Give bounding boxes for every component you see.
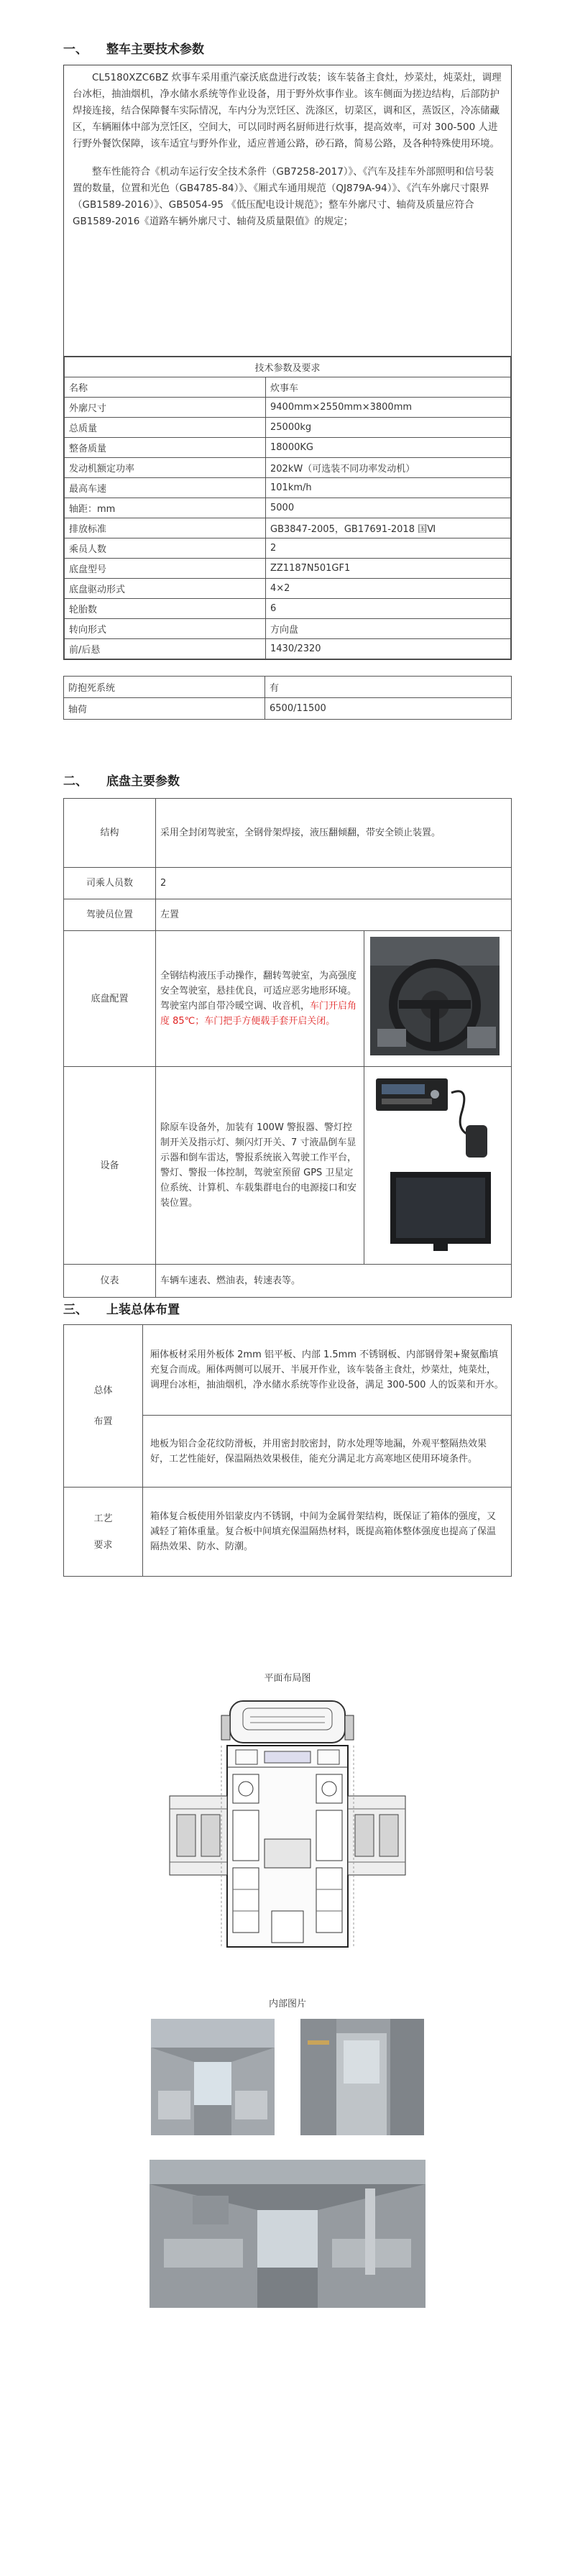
spec-value: 25000kg (266, 418, 511, 438)
chassis-row-structure (64, 799, 512, 868)
spec-value: 101km/h (266, 478, 511, 498)
craft-label-2: 要求 (93, 1539, 113, 1551)
spec-row (65, 639, 511, 659)
craft-text: 箱体复合板使用外铝蒙皮内不锈钢，中间为金属骨架结构，既保证了箱体的强度，又减轻了箱体重量。复合板中间填充保温隔热材料，既提高箱体整体强度也提高了保温隔热效果、防水、防潮。 (143, 1488, 512, 1577)
chassis-key: 仪表 (64, 1265, 156, 1298)
spec-key: 前/后悬 (65, 639, 266, 659)
spec-value: 方向盘 (266, 619, 511, 639)
intro-box (63, 65, 512, 356)
overall-text-2: 地板为铝合金花纹防滑板，并用密封胶密封，防水处理等地漏，外观平整隔热效果好，工艺性能好，保温隔热效果极佳，能充分满足北方高寒地区使用环境条件。 (143, 1416, 512, 1488)
chassis-config-text: 全钢结构液压手动操作，翻转驾驶室，为高强度安全驾驶室，悬挂优良，可适应恶劣地形环境。驾驶室内部自带冷暖空调、收音机， (160, 971, 357, 1012)
equipment-photos (369, 1071, 505, 1255)
spec-key: 轮胎数 (65, 599, 266, 619)
chassis-row-equipment (64, 1067, 512, 1265)
spec-row (65, 438, 511, 458)
intro-paragraph-1: CL5180XZC6BZ 炊事车采用重汽豪沃底盘进行改装；该车装备主食灶，炒菜灶，炖菜灶，调理台冰柜，抽油烟机，净水储水系统等作业设备，用于野外炊事作业。该车侧面为搓边结构，后部防护焊接连接，结合保障餐车实际情况，车内分为烹饪区、洗涤区，切菜区，调和区，蒸饭区，冷冻储藏区，车辆厢体中部为烹饪区，空间大，可以同时两名厨师进行炊事，提高效率，可对 300-500 人进行野外餐饮保障，该车适宜与野外作业，适应普通公路，砂石路，简易公路，及各种特殊使用环境。 (73, 72, 502, 150)
spec-value: 18000KG (266, 438, 511, 458)
chassis-key: 结构 (64, 799, 156, 868)
overall-label-2: 布置 (93, 1416, 113, 1427)
chassis-key: 司乘人员数 (64, 868, 156, 899)
spec-row (65, 398, 511, 418)
spec-row (65, 458, 511, 478)
spec-row (65, 478, 511, 498)
interior-photo-3 (150, 2160, 426, 2308)
extra-spec-table (63, 676, 512, 720)
spec-value: 202kW（可选装不同功率发动机） (266, 458, 511, 478)
overall-label-1: 总体 (93, 1385, 113, 1396)
body-row-craft (64, 1488, 512, 1577)
chassis-table (63, 798, 512, 1298)
spec-key: 总质量 (65, 418, 266, 438)
section3-number: 三、 (63, 1303, 88, 1317)
spec-value: 6 (266, 599, 511, 619)
spec-value: 5000 (266, 498, 511, 518)
spec-key: 整备质量 (65, 438, 266, 458)
spec-key: 外廓尺寸 (65, 398, 266, 418)
spec-value: GB3847-2005，GB17691-2018 国Ⅵ (266, 518, 511, 538)
chassis-key: 设备 (64, 1067, 156, 1265)
chassis-value: 2 (156, 868, 512, 899)
chassis-value: 除原车设备外，加装有 100W 警报器、警灯控制开关及指示灯、频闪灯开关、7 寸液晶倒车显示器和倒车雷达，警报系统嵌入驾驶工作平台，警灯、警报一体控制，驾驶室预留 GPS 卫星定位系统、计算机、车载集群电台的电源接口和安装位置。 (156, 1067, 364, 1265)
spec-row (65, 538, 511, 559)
chassis-row-instruments (64, 1265, 512, 1298)
spec-key: 防抱死系统 (64, 677, 265, 698)
spec-value: 2 (266, 538, 511, 559)
spec-row (65, 599, 511, 619)
spec-key: 发动机额定功率 (65, 458, 266, 478)
intro-paragraph-2: 整车性能符合《机动车运行安全技术条件（GB7258-2017）》、《汽车及挂车外部照明和信号装置的数量，位置和光色（GB4785-84）》、《厢式车通用规范（QJ879A-94）》、《汽车外廓尺寸限界（GB1589-2016）》、GB5054-95 《低压配电设计规范》；整车外廓尺寸、轴荷及质量应符合 GB1589-2016《道路车辆外廓尺寸、轴荷及质量限值》的规定； (73, 166, 494, 227)
spec-key: 乘员人数 (65, 538, 266, 559)
photos-caption: 内部图片 (268, 1999, 306, 2009)
chassis-value (156, 931, 364, 1067)
section2-title-text: 底盘主要参数 (106, 774, 180, 789)
chassis-row-config (64, 931, 512, 1067)
overall-label-cell (64, 1325, 143, 1488)
chassis-value: 采用全封闭驾驶室，全钢骨架焊接，液压翻倾翻，带安全锁止装置。 (156, 799, 512, 868)
body-row-overall-1 (64, 1325, 512, 1416)
spec-table-wrap (63, 356, 512, 660)
spec-value: 有 (265, 677, 512, 698)
section3-title-text: 上装总体布置 (106, 1303, 180, 1317)
section3-title (63, 1299, 180, 1317)
interior-photo-1 (151, 2019, 275, 2135)
spec-key: 转向形式 (65, 619, 266, 639)
spec-value: ZZ1187N501GF1 (266, 559, 511, 579)
chassis-value: 车辆车速表、燃油表，转速表等。 (156, 1265, 512, 1298)
body-table-wrap (63, 1324, 512, 1577)
craft-label-cell (64, 1488, 143, 1577)
body-table (63, 1324, 512, 1577)
spec-row (65, 619, 511, 639)
spec-value: 1430/2320 (266, 639, 511, 659)
spec-row (65, 498, 511, 518)
chassis-key: 驾驶员位置 (64, 899, 156, 931)
extra-spec-table-wrap (63, 676, 512, 720)
section1-title (63, 39, 204, 57)
spec-key: 最高车速 (65, 478, 266, 498)
steering-photo-cell (364, 931, 512, 1067)
section1-title-text: 整车主要技术参数 (106, 42, 204, 57)
spec-key: 底盘驱动形式 (65, 579, 266, 599)
spec-row (64, 677, 512, 698)
spec-value: 6500/11500 (265, 698, 512, 720)
steering-wheel-photo (370, 937, 500, 1055)
spec-value: 4×2 (266, 579, 511, 599)
chassis-value: 左置 (156, 899, 512, 931)
spec-row (64, 698, 512, 720)
floor-plan-diagram (164, 1695, 411, 1954)
craft-label-1: 工艺 (93, 1513, 113, 1524)
spec-row (65, 377, 511, 398)
chassis-table-wrap (63, 798, 512, 1298)
spec-key: 轴荷 (64, 698, 265, 720)
spec-row (65, 418, 511, 438)
spec-row (65, 579, 511, 599)
spec-key: 底盘型号 (65, 559, 266, 579)
interior-photo-2 (300, 2019, 424, 2135)
chassis-key: 底盘配置 (64, 931, 156, 1067)
spec-table (64, 357, 511, 659)
spec-key: 名称 (65, 377, 266, 398)
equipment-photo-cell (364, 1067, 512, 1265)
spec-row (65, 559, 511, 579)
section2-number: 二、 (63, 774, 88, 789)
section2-title (63, 771, 180, 789)
spec-table-title: 技术参数及要求 (65, 357, 511, 377)
chassis-row-crew (64, 868, 512, 899)
spec-key: 轴距：mm (65, 498, 266, 518)
section1-number: 一、 (63, 42, 88, 57)
spec-key: 排放标准 (65, 518, 266, 538)
chassis-config-red-text: 车门开启角度 85℃；车门把手方便载手套开启关闭。 (160, 1001, 357, 1027)
spec-value: 9400mm×2550mm×3800mm (266, 398, 511, 418)
plan-caption: 平面布局图 (264, 1673, 311, 1684)
overall-text-1: 厢体板材采用外板体 2mm 铝平板、内部 1.5mm 不锈钢板、内部钢骨架+聚氨酯填充复合而成。厢体两侧可以展开、半展开作业，该车装备主食灶，炒菜灶，炖菜灶，调理台冰柜，抽油烟机，净水储水系统等作业设备，满足 300-500 人的饭菜和开水。 (143, 1325, 512, 1416)
chassis-row-driver (64, 899, 512, 931)
spec-value: 炊事车 (266, 377, 511, 398)
spec-row (65, 518, 511, 538)
